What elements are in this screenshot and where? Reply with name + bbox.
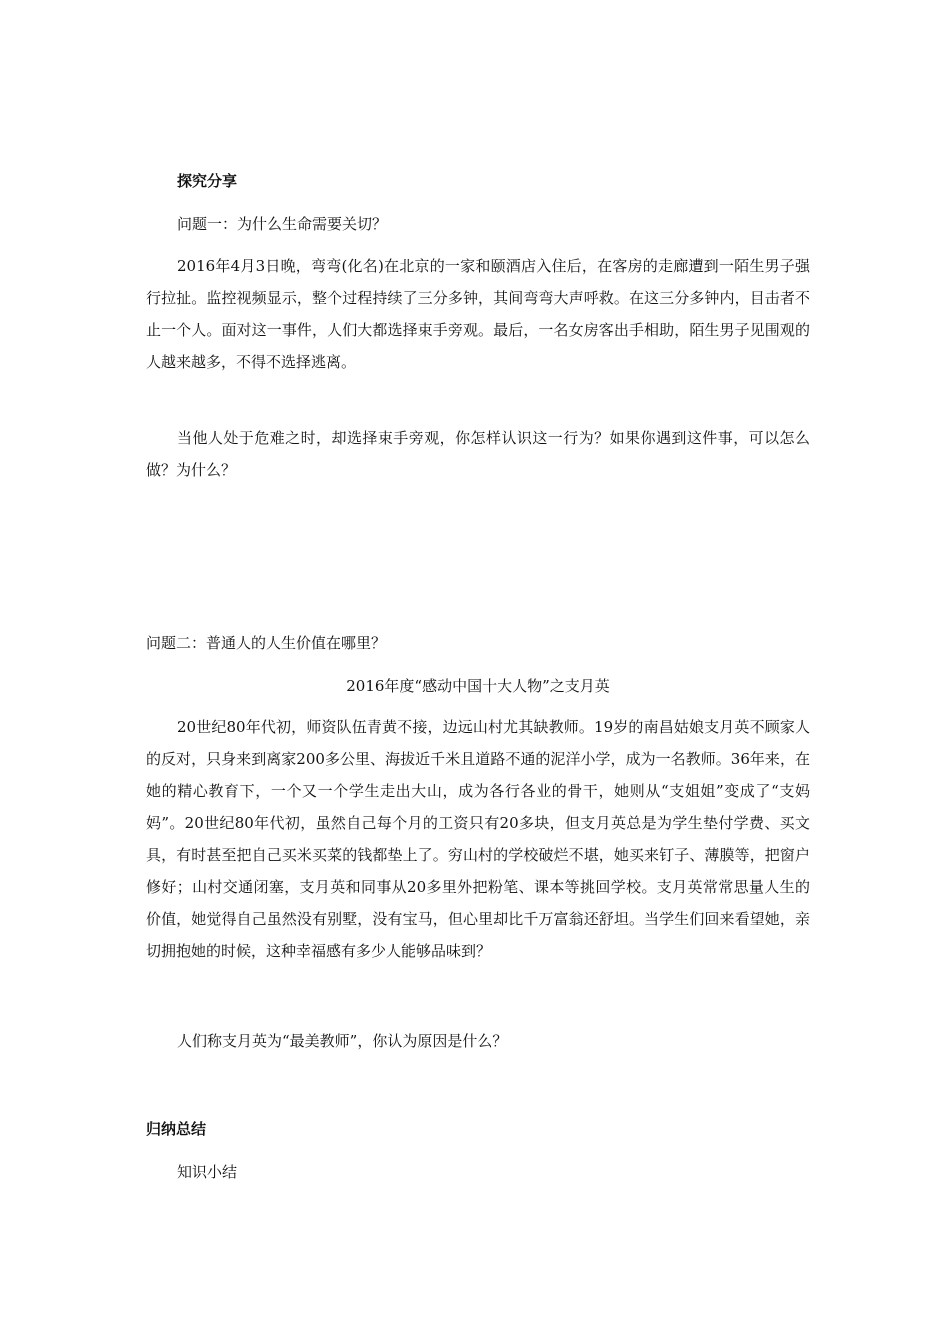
section-heading-summary: 归纳总结 [146,1120,207,1138]
story-paragraph-two: 20世纪80年代初，师资队伍青黄不接，边远山村尤其缺教师。19岁的南昌姑娘支月英不顾家人的反对，只身来到离家200多公里、海拔近千米且道路不通的泥洋小学，成为一名教师。36年来，在她的精心教育下，一个又一个学生走出大山，成为各行各业的骨干，她则从“支姐姐”变成了“支妈妈”。20世纪80年代初，虽然自己每个月的工资只有20多块，但支月英总是为学生垫付学费、买文具，有时甚至把自己买米买菜的钱都垫上了。穷山村的学校破烂不堪，她买来钉子、薄膜等，把窗户修好；山村交通闭塞，支月英和同事从20多里外把粉笔、课本等挑回学校。支月英常常思量人生的价值，她觉得自己虽然没有别墅，没有宝马，但心里却比千万富翁还舒坦。当学生们回来看望她，亲切拥抱她的时候，这种幸福感有多少人能够品味到？ [146,718,810,960]
story-title-two: 2016年度“感动中国十大人物”之支月英 [346,677,610,695]
question-two: 问题二：普通人的人生价值在哪里？ [146,634,387,652]
section-heading-explore-share: 探究分享 [177,172,238,190]
question-one: 问题一：为什么生命需要关切？ [177,215,388,233]
discussion-prompt-one: 当他人处于危难之时，却选择束手旁观，你怎样认识这一行为？如果你遇到这件事，可以怎么做？为什么？ [146,429,810,479]
discussion-prompt-two: 人们称支月英为“最美教师”，你认为原因是什么？ [177,1032,508,1050]
knowledge-summary-label: 知识小结 [177,1163,238,1181]
story-paragraph-one: 2016年4月3日晚，弯弯(化名)在北京的一家和颐酒店入住后，在客房的走廊遭到一陌生男子强行拉扯。监控视频显示，整个过程持续了三分多钟，其间弯弯大声呼救。在这三分多钟内，目击者不止一个人。面对这一事件，人们大都选择束手旁观。最后，一名女房客出手相助，陌生男子见围观的人越来越多，不得不选择逃离。 [146,257,810,371]
